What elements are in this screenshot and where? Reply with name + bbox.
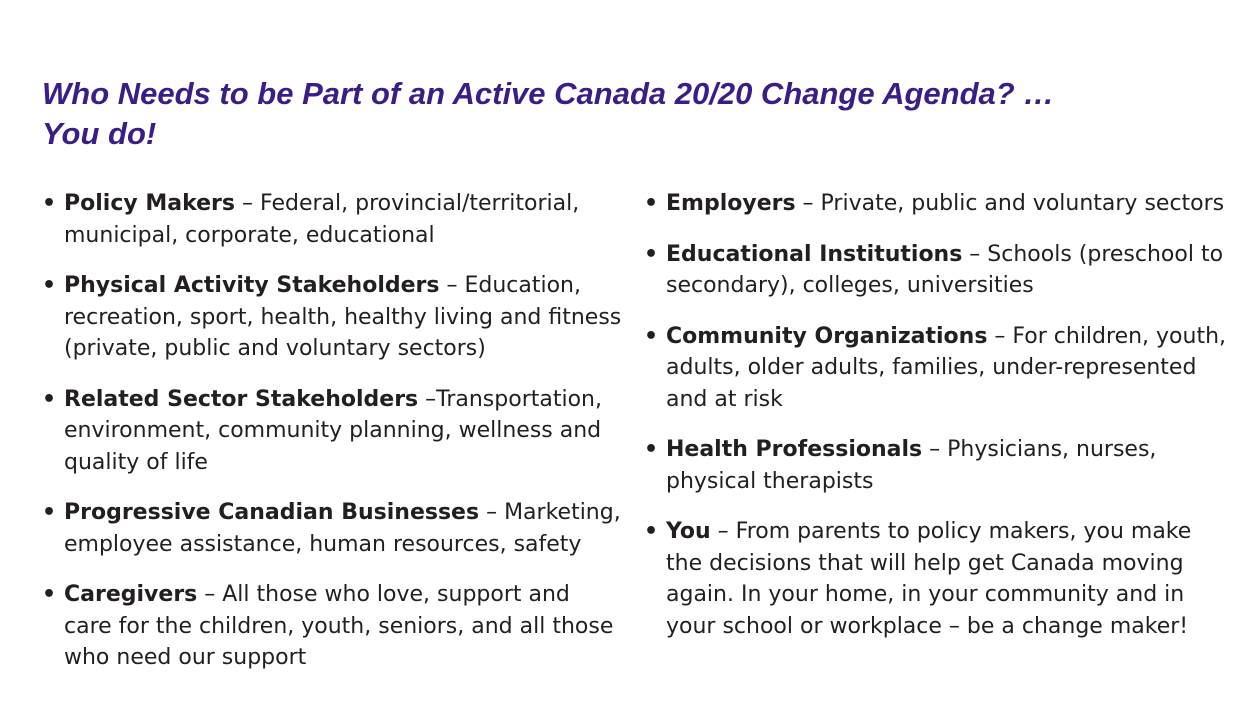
item-term: Physical Activity Stakeholders bbox=[64, 273, 440, 298]
title-line-1: Who Needs to be Part of an Active Canada 20/20 Change Agenda? … bbox=[42, 76, 1055, 111]
item-term: Health Professionals bbox=[666, 437, 923, 462]
item-description: – For children, youth, adults, older adults, families, under-represented and at risk bbox=[666, 323, 1227, 412]
item-term: Educational Institutions bbox=[666, 241, 963, 267]
bullet-icon: • bbox=[644, 519, 659, 544]
list-item-you bbox=[644, 516, 1234, 642]
item-description: – Education, recreation, sport, health, healthy living and fitness (private, public and voluntary sectors) bbox=[64, 273, 622, 361]
list-item-community-organizations bbox=[644, 321, 1234, 416]
item-term: Progressive Canadian Businesses bbox=[64, 500, 480, 525]
item-description: – Physicians, nurses, physical therapists bbox=[666, 437, 1157, 494]
item-description: – All those who love, support and care for the children, youth, seniors, and all those who need our support bbox=[64, 582, 614, 670]
bullet-icon: • bbox=[42, 500, 57, 525]
item-description: –Transportation, environment, community planning, wellness and quality of life bbox=[64, 386, 602, 475]
title-line-2: You do! bbox=[42, 116, 157, 151]
item-term: You bbox=[666, 519, 711, 544]
item-term: Policy Makers bbox=[64, 191, 236, 216]
item-description: – Marketing, employee assistance, human resources, safety bbox=[64, 500, 621, 557]
bullet-icon: • bbox=[42, 273, 57, 298]
list-item-policy-makers bbox=[42, 188, 622, 251]
list-item-caregivers bbox=[42, 579, 622, 674]
list-item-employers bbox=[644, 188, 1234, 220]
bullet-icon: • bbox=[644, 191, 659, 216]
item-term: Community Organizations bbox=[666, 323, 988, 349]
bullet-icon: • bbox=[42, 386, 57, 412]
item-description: – From parents to policy makers, you make the decisions that will help get Canada moving again. In your home, in your community and in your school or workplace – be a change maker! bbox=[666, 519, 1192, 639]
item-term: Related Sector Stakeholders bbox=[64, 386, 419, 412]
bullet-icon: • bbox=[42, 582, 57, 607]
bullet-icon: • bbox=[644, 323, 659, 349]
list-item-health-professionals bbox=[644, 434, 1234, 497]
list-item-physical-activity-stakeholders bbox=[42, 270, 622, 365]
item-description: – Private, public and voluntary sectors bbox=[795, 191, 1225, 216]
stakeholder-list-right bbox=[644, 188, 1234, 661]
bullet-icon: • bbox=[42, 191, 57, 216]
item-term: Caregivers bbox=[64, 582, 198, 607]
bullet-icon: • bbox=[644, 437, 659, 462]
list-item-progressive-canadian-businesses bbox=[42, 497, 622, 560]
item-description: – Federal, provincial/territorial, municipal, corporate, educational bbox=[64, 191, 580, 248]
list-item-related-sector-stakeholders bbox=[42, 384, 622, 479]
item-term: Employers bbox=[666, 191, 796, 216]
page-title bbox=[42, 74, 1192, 154]
bullet-icon: • bbox=[644, 241, 659, 267]
item-description: – Schools (preschool to secondary), colleges, universities bbox=[666, 241, 1224, 298]
stakeholder-list-left bbox=[42, 188, 622, 693]
list-item-educational-institutions bbox=[644, 239, 1234, 302]
